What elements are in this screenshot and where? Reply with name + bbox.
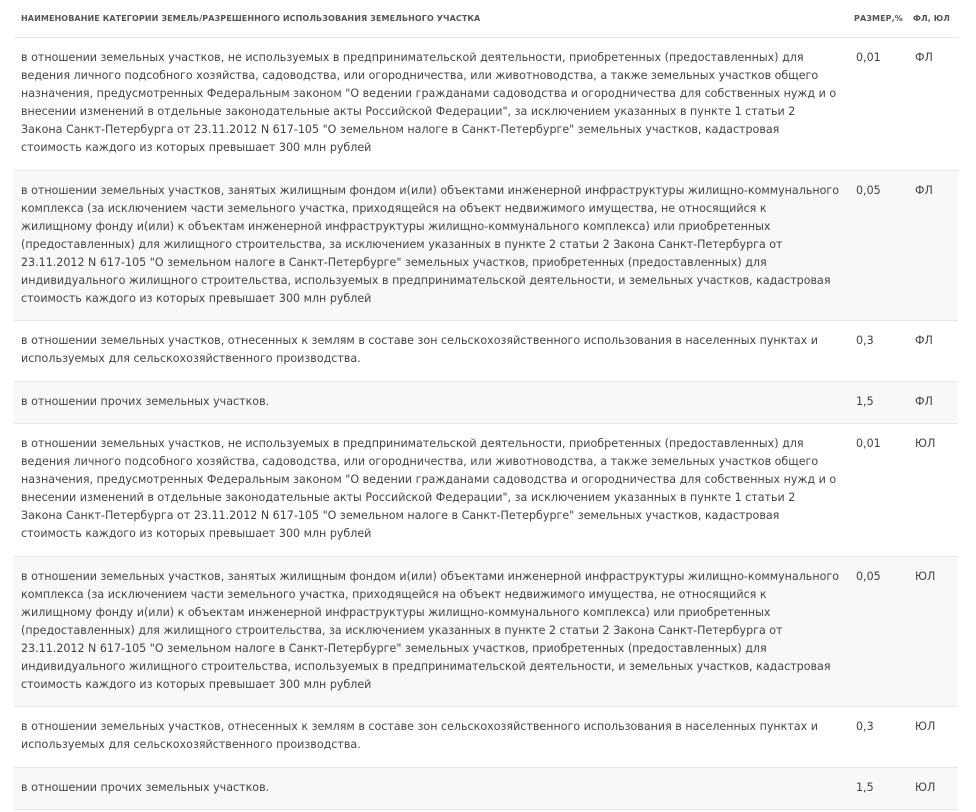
row-type: ЮЛ: [915, 781, 936, 794]
row-type: ФЛ: [915, 184, 933, 197]
row-rate: 0,01: [856, 51, 881, 64]
table-row: [14, 557, 958, 707]
row-category: в отношении земельных участков, занятых жилищным фондом и(или) объектами инженерной инфраструктуры жилищно-коммунального комплекса (за исключением части земельного участка, приходящейся на объект недвижимого имущества, не относящийся к жилищному фонду и(или) к объектам инженерной инфраструктуры жилищно-коммунального комплекса) или приобретенных (предоставленных) для жилищного строительства, за исключением указанных в пункте 2 статьи 2 Закона Санкт-Петербурга от 23.11.2012 N 617-105 "О земельном налоге в Санкт-Петербурге" земельных участков, приобретенных (предоставленных) для индивидуального жилищного строительства, используемых в предпринимательской деятельности, и земельных участков, кадастровая стоимость каждого из которых превышает 300 млн рублей: [21, 184, 839, 305]
row-category: в отношении земельных участков, отнесенных к землям в составе зон сельскохозяйственного использования в населенных пунктах и используемых для сельскохозяйственного производства.: [21, 720, 818, 751]
row-rate: 0,3: [856, 720, 874, 733]
row-category: в отношении земельных участков, не используемых в предпринимательской деятельности, приобретенных (предоставленных) для ведения личного подсобного хозяйства, садоводства, или огородничества, или животноводства, а также земельных участков общего назначения, предусмотренных Федеральным законом "О ведении гражданами садоводства и огородничества для собственных нужд и о внесении изменений в отдельные законодательные акты Российской Федерации", за исключением указанных в пункте 1 статьи 2 Закона Санкт-Петербурга от 23.11.2012 N 617-105 "О земельном налоге в Санкт-Петербурге" земельных участков, кадастровая стоимость каждого из которых превышает 300 млн рублей: [21, 437, 837, 540]
table-row: [14, 38, 958, 171]
row-category: в отношении земельных участков, отнесенных к землям в составе зон сельскохозяйственного использования в населенных пунктах и используемых для сельскохозяйственного производства.: [21, 334, 818, 365]
row-rate: 0,3: [856, 334, 874, 347]
row-category: в отношении прочих земельных участков.: [21, 781, 270, 794]
row-rate: 0,01: [856, 437, 881, 450]
table-row: [14, 768, 958, 810]
row-rate: 0,05: [856, 184, 881, 197]
row-rate: 1,5: [856, 781, 874, 794]
row-type: ФЛ: [915, 334, 933, 347]
header-type: ФЛ, ЮЛ: [913, 14, 951, 23]
row-rate: 1,5: [856, 395, 874, 408]
row-type: ЮЛ: [915, 720, 936, 733]
row-category: в отношении земельных участков, не используемых в предпринимательской деятельности, приобретенных (предоставленных) для ведения личного подсобного хозяйства, садоводства, или огородничества, или животноводства, а также земельных участков общего назначения, предусмотренных Федеральным законом "О ведении гражданами садоводства и огородничества для собственных нужд и о внесении изменений в отдельные законодательные акты Российской Федерации", за исключением указанных в пункте 1 статьи 2 Закона Санкт-Петербурга от 23.11.2012 N 617-105 "О земельном налоге в Санкт-Петербурге" земельных участков, кадастровая стоимость каждого из которых превышает 300 млн рублей: [21, 51, 837, 154]
land-tax-table: [14, 0, 958, 810]
table-row: [14, 707, 958, 768]
row-type: ЮЛ: [915, 437, 936, 450]
row-category: в отношении земельных участков, занятых жилищным фондом и(или) объектами инженерной инфраструктуры жилищно-коммунального комплекса (за исключением части земельного участка, приходящейся на объект недвижимого имущества, не относящийся к жилищному фонду и(или) к объектам инженерной инфраструктуры жилищно-коммунального комплекса) или приобретенных (предоставленных) для жилищного строительства, за исключением указанных в пункте 2 статьи 2 Закона Санкт-Петербурга от 23.11.2012 N 617-105 "О земельном налоге в Санкт-Петербурге" земельных участков, приобретенных (предоставленных) для индивидуального жилищного строительства, используемых в предпринимательской деятельности, и земельных участков, кадастровая стоимость каждого из которых превышает 300 млн рублей: [21, 570, 839, 691]
row-type: ФЛ: [915, 51, 933, 64]
table-row: [14, 321, 958, 382]
table-row: [14, 382, 958, 424]
table-row: [14, 424, 958, 557]
row-type: ЮЛ: [915, 570, 936, 583]
row-rate: 0,05: [856, 570, 881, 583]
table-row: [14, 171, 958, 321]
row-type: ФЛ: [915, 395, 933, 408]
header-rate: РАЗМЕР,%: [854, 14, 903, 23]
header-category: НАИМЕНОВАНИЕ КАТЕГОРИИ ЗЕМЕЛЬ/РАЗРЕШЕННОГО ИСПОЛЬЗОВАНИЯ ЗЕМЕЛЬНОГО УЧАСТКА: [21, 14, 481, 23]
table-header: [14, 0, 958, 38]
row-category: в отношении прочих земельных участков.: [21, 395, 270, 408]
